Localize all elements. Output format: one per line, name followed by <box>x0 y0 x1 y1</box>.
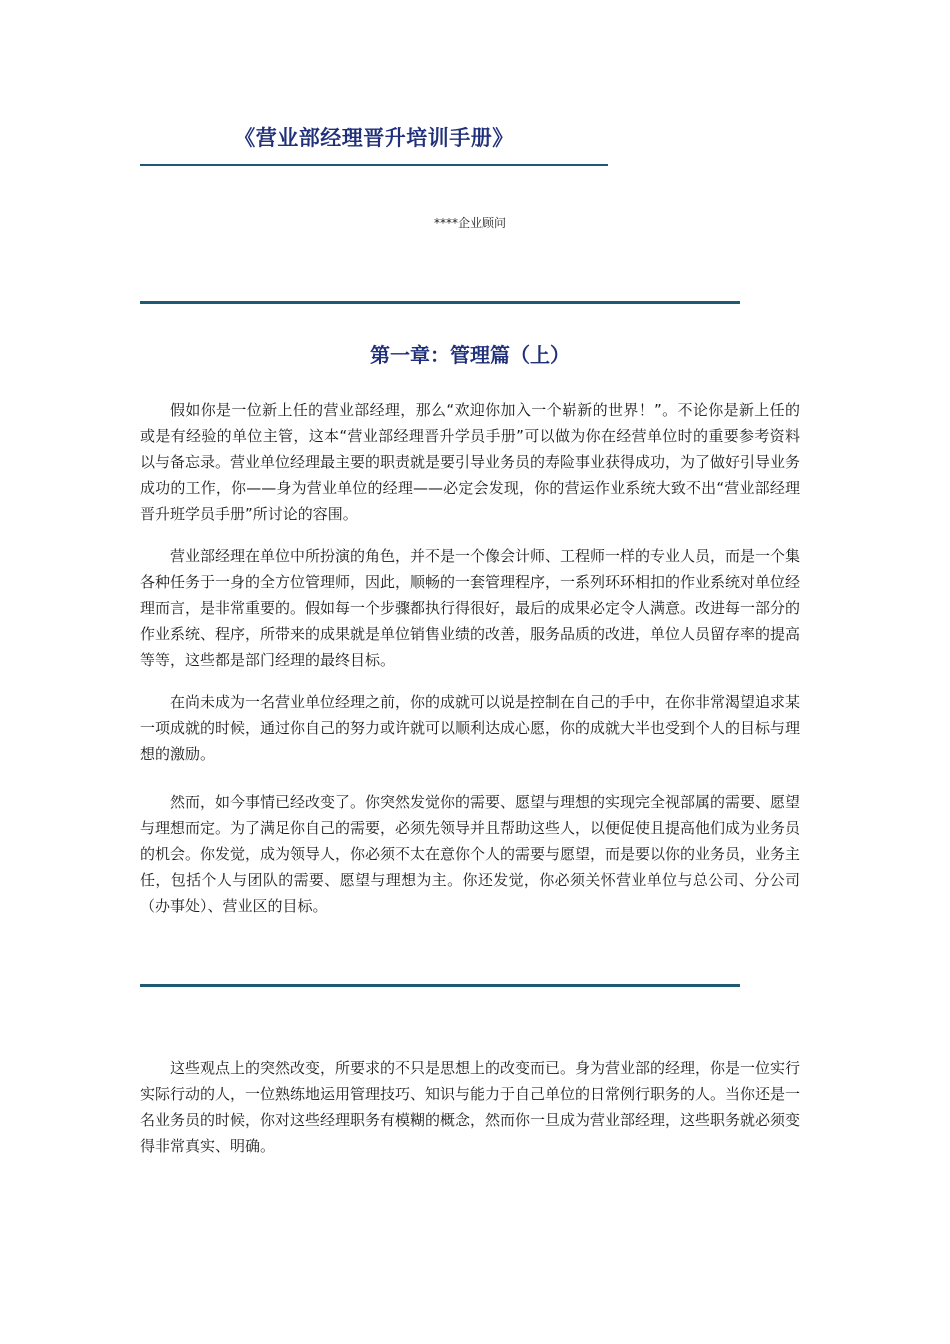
section-divider-top <box>140 301 740 304</box>
body-paragraph-4: 然而，如今事情已经改变了。你突然发觉你的需要、愿望与理想的实现完全视部属的需要、愿望与理想而定。为了满足你自己的需要，必须先领导并且帮助这些人，以便促使且提高他们成为业务员的机会。你发觉，成为领导人，你必须不太在意你个人的需要与愿望，而是要以你的业务员，业务主任，包括个人与团队的需要、愿望与理想为主。你还发觉，你必须关怀营业单位与总公司、分公司（办事处）、营业区的目标。 <box>140 793 801 915</box>
body-paragraph-1: 假如你是一位新上任的营业部经理，那么“欢迎你加入一个崭新的世界！”。不论你是新上任的或是有经验的单位主管，这本“营业部经理晋升学员手册”可以做为你在经营单位时的重要参考资料以与备忘录。营业单位经理最主要的职责就是要引导业务员的寿险事业获得成功，为了做好引导业务成功的工作，你——身为营业单位的经理——必定会发现，你的营运作业系统大致不出“营业部经理晋升班学员手册”所讨论的容围。 <box>140 401 801 523</box>
body-paragraph-2: 营业部经理在单位中所扮演的角色，并不是一个像会计师、工程师一样的专业人员，而是一个集各种任务于一身的全方位管理师，因此，顺畅的一套管理程序，一系列环环相扣的作业系统对单位经理而言，是非常重要的。假如每一个步骤都执行得很好，最后的成果必定令人满意。改进每一部分的作业系统、程序，所带来的成果就是单位销售业绩的改善，服务品质的改进，单位人员留存率的提高等等，这些都是部门经理的最终目标。 <box>140 547 801 669</box>
body-paragraph-3: 在尚未成为一名营业单位经理之前，你的成就可以说是控制在自己的手中，在你非常渴望追求某一项成就的时候，通过你自己的努力或许就可以顺利达成心愿，你的成就大半也受到个人的目标与理想的激励。 <box>140 693 801 763</box>
document-title: 《营业部经理晋升培训手册》 <box>234 126 514 150</box>
author-line: ****企业顾问 <box>433 216 506 230</box>
section-divider-bottom <box>140 984 740 987</box>
title-underline <box>140 164 608 166</box>
chapter-heading: 第一章：管理篇（上） <box>370 343 570 367</box>
body-paragraph-5: 这些观点上的突然改变，所要求的不只是思想上的改变而已。身为营业部的经理，你是一位实行实际行动的人，一位熟练地运用管理技巧、知识与能力于自己单位的日常例行职务的人。当你还是一名业务员的时候，你对这些经理职务有模糊的概念，然而你一旦成为营业部经理，这些职务就必须变得非常真实、明确。 <box>140 1059 801 1155</box>
